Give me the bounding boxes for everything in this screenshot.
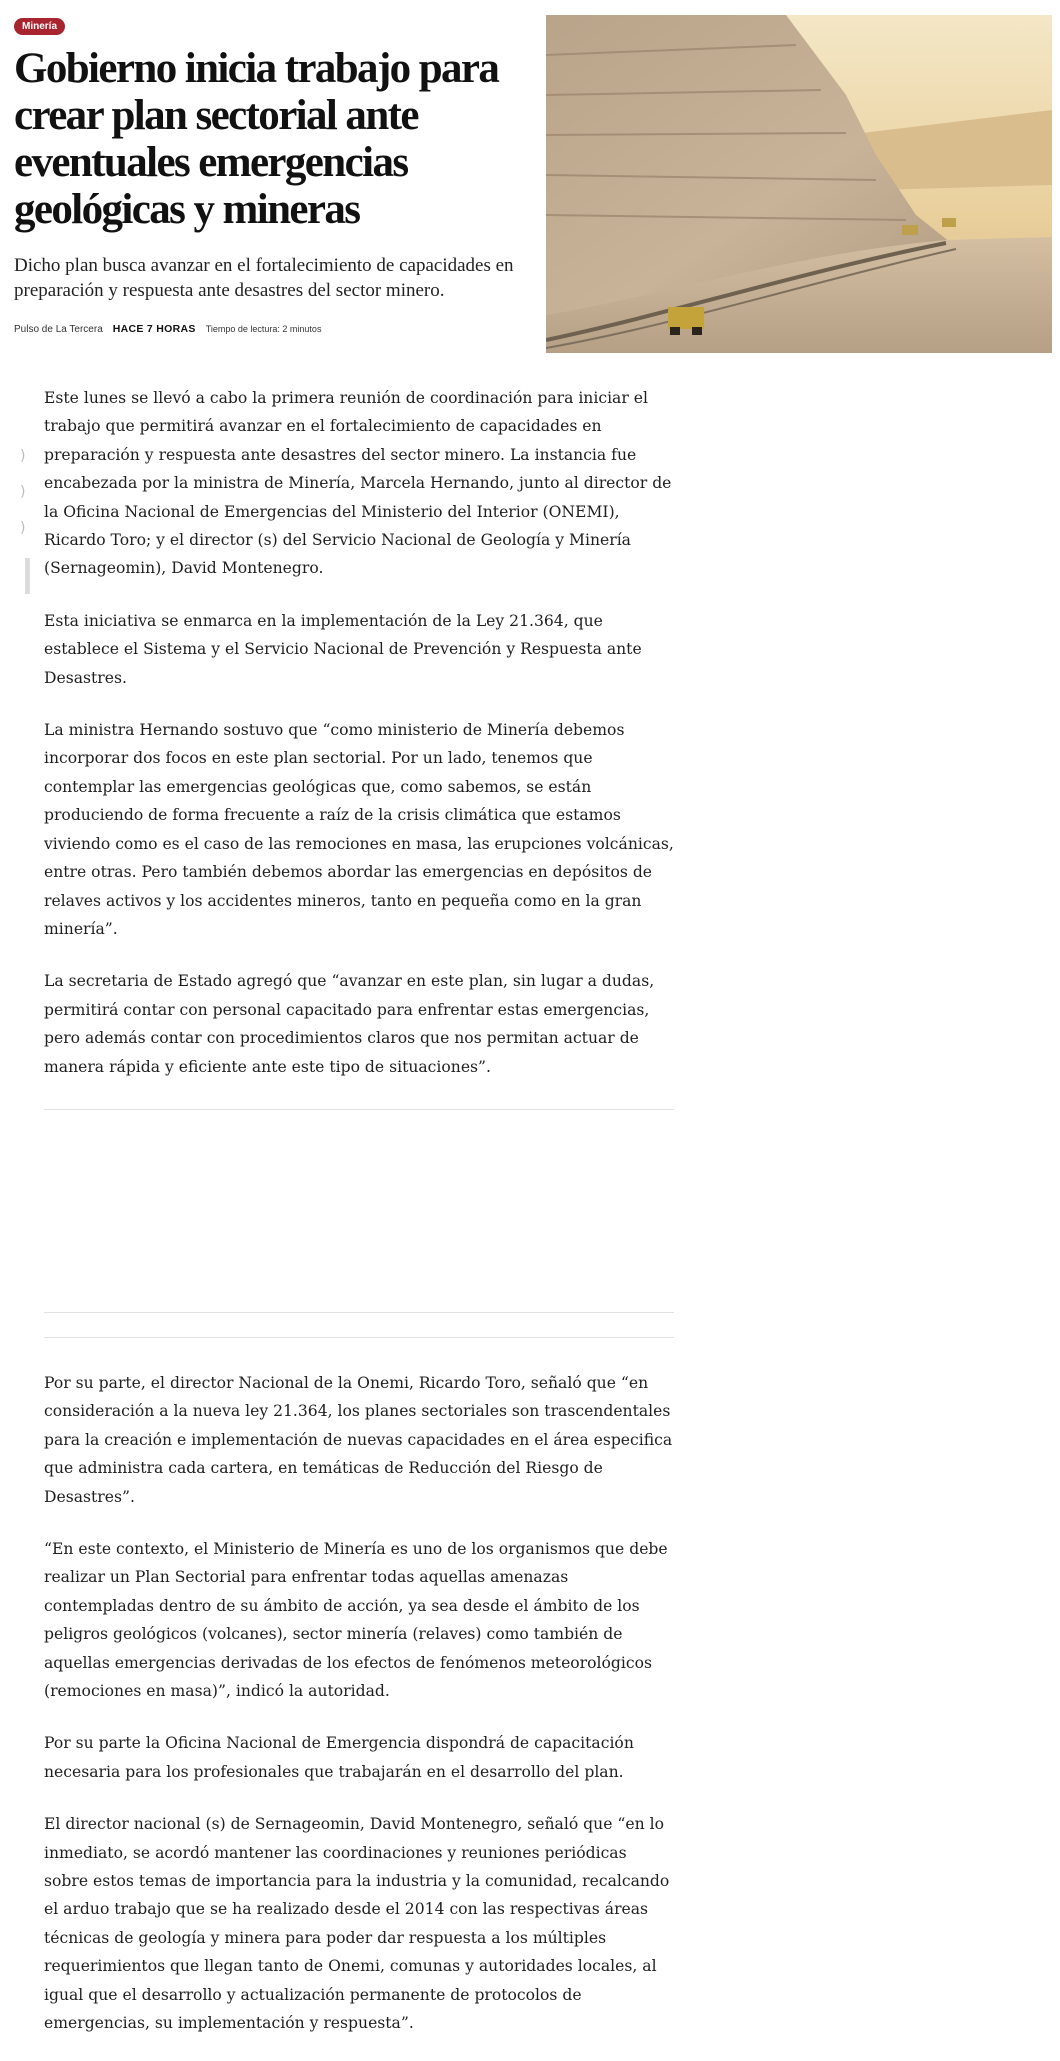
share-icon[interactable]: ) <box>20 484 26 500</box>
share-icon[interactable]: ) <box>20 520 26 536</box>
paragraph: “En este contexto, el Ministerio de Minería es uno de los organismos que debe realizar un Plan Sectorial para enfrentar todas aquellas amenazas contempladas dentro de su ámbito de acción, ya sea desde el ámbito de los peligros geológicos (volcanes), sector minería (relaves) como también de aquellas emergencias derivadas de los efectos de fenómenos meteorológicos (remociones en masa)”, indicó la autoridad. <box>44 1539 668 1700</box>
paragraph: Por su parte, el director Nacional de la Onemi, Ricardo Toro, señaló que “en consideración a la nueva ley 21.364, los planes sectoriales son trascendentales para la creación e implementación de nuevas capacidades en el área especifica que administra cada cartera, en temáticas de Reducción del Riesgo de Desastres”. <box>44 1373 673 1506</box>
article-title: Gobierno inicia trabajo para crear plan sectorial ante eventuales emergencias geológicas y mineras <box>14 45 499 233</box>
article-body <box>44 384 674 2061</box>
paragraph: Este lunes se llevó a cabo la primera reunión de coordinación para iniciar el trabajo que permitirá avanzar en el fortalecimiento de capacidades en preparación y respuesta ante desastres del sector minero. La instancia fue encabezada por la ministra de Minería, Marcela Hernando, junto al director de la Oficina Nacional de Emergencias del Ministerio del Interior (ONEMI), Ricardo Toro; y el director (s) del Servicio Nacional de Geología y Minería (Sernageomin), David Montenegro. <box>44 389 672 578</box>
progress-marker <box>25 558 30 594</box>
publish-time: HACE 7 HORAS <box>112 323 196 335</box>
paragraph: Esta iniciativa se enmarca en la implementación de la Ley 21.364, que establece el Sistema y el Servicio Nacional de Prevención y Respuesta ante Desastres. <box>44 611 642 687</box>
article-header <box>0 0 1060 360</box>
ad-slot <box>44 1109 674 1313</box>
share-bar <box>20 448 40 598</box>
share-icon[interactable]: ) <box>20 448 26 464</box>
author-name[interactable]: Pulso de La Tercera <box>14 324 103 335</box>
paragraph: El director nacional (s) de Sernageomin, David Montenegro, señaló que “en lo inmediato, se acordó mantener las coordinaciones y reuniones periódicas sobre estos temas de importancia para la industria y la comunidad, recalcando el arduo trabajo que se ha realizado desde el 2014 con las respectivas áreas técnicas de geología y minera para poder dar respuesta a los múltiples requerimientos que llegan tanto de Onemi, comunas y autoridades locales, al igual que el desarrollo y actualización permanente de protocolos de emergencias, su implementación y respuesta”. <box>44 1815 670 2033</box>
hero-image <box>546 15 1052 353</box>
category-badge[interactable]: Minería <box>14 18 65 35</box>
article-meta <box>14 323 534 335</box>
reading-time: Tiempo de lectura: 2 minutos <box>205 324 322 334</box>
header-text <box>14 14 534 335</box>
paragraph: La ministra Hernando sostuvo que “como ministerio de Minería debemos incorporar dos focos en este plan sectorial. Por un lado, tenemos que contemplar las emergencias geológicas que, como sabemos, se están produciendo de forma frecuente a raíz de la crisis climática que estamos viviendo como es el caso de las remociones en masa, las erupciones volcánicas, entre otras. Pero también debemos abordar las emergencias en depósitos de relaves activos y los accidentes mineros, tanto en pequeña como en la gran minería”. <box>44 721 674 938</box>
paragraph: Por su parte la Oficina Nacional de Emergencia dispondrá de capacitación necesaria para los profesionales que trabajarán en el desarrollo del plan. <box>44 1734 634 1781</box>
paragraph: La secretaria de Estado agregó que “avanzar en este plan, sin lugar a dudas, permitirá contar con personal capacitado para enfrentar estas emergencias, pero además contar con procedimientos claros que nos permitan actuar de manera rápida y eficiente ante este tipo de situaciones”. <box>44 972 655 1076</box>
divider <box>44 1337 674 1338</box>
article-subtitle: Dicho plan busca avanzar en el fortalecimiento de capacidades en preparación y respuesta ante desastres del sector minero. <box>14 255 514 301</box>
article-continuation <box>44 1369 674 2038</box>
